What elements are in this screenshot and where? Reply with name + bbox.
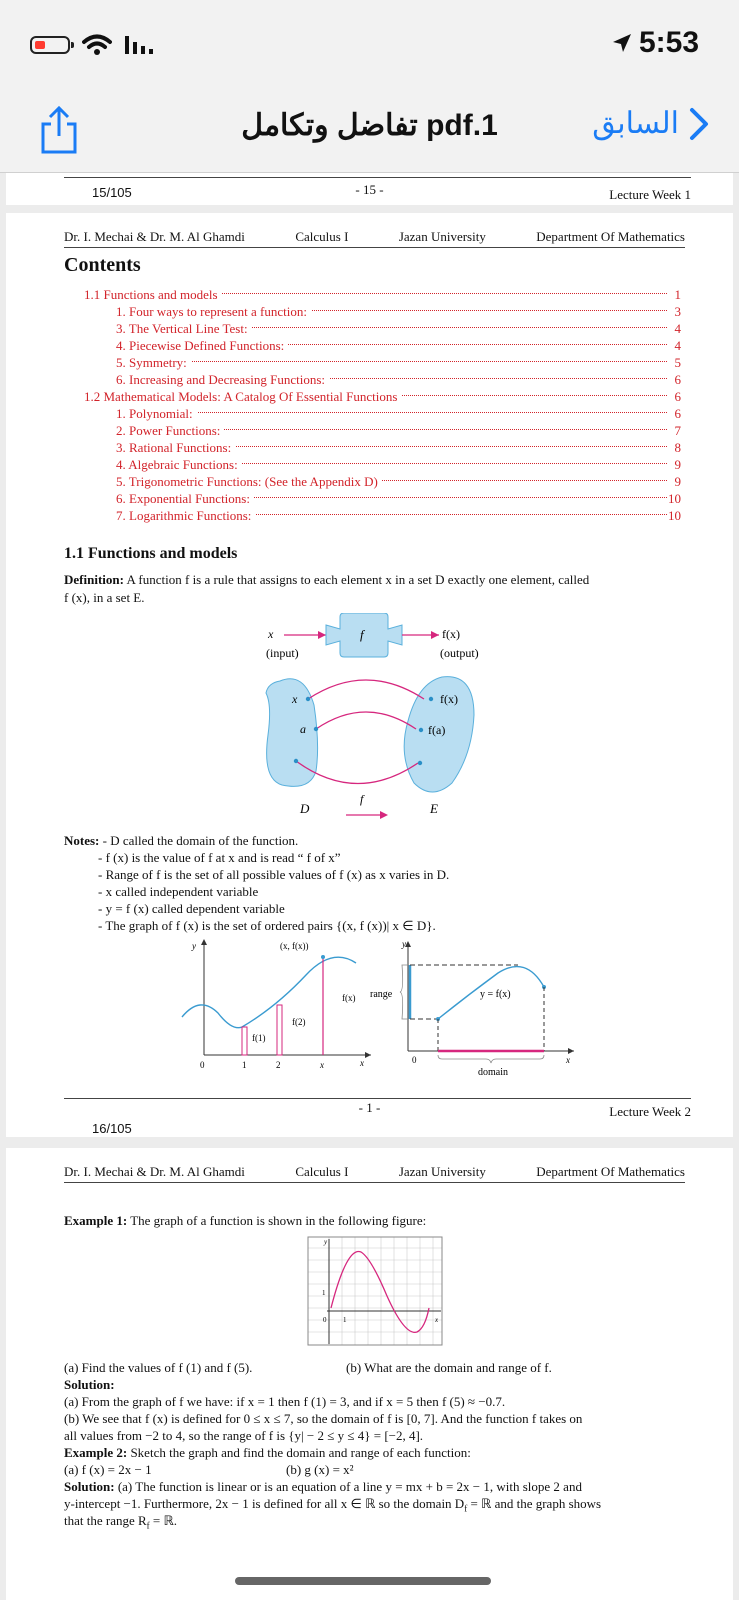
toc-leader-dots xyxy=(122,361,681,362)
example2-intro xyxy=(64,1444,471,1461)
lecture-label: Lecture Week 1 xyxy=(609,187,691,202)
example2-solution-label: Solution: xyxy=(64,1479,115,1494)
toc-entry-page: 4 xyxy=(667,321,681,337)
machine-input-label: (input) xyxy=(266,646,299,660)
back-label: السابق xyxy=(592,107,679,140)
notes-line1 xyxy=(64,832,298,849)
graph1-f1-label: f(1) xyxy=(252,1033,266,1043)
notes-line4: - x called independent variable xyxy=(98,884,259,899)
toc-entry-label: 6. Exponential Functions: xyxy=(116,491,254,507)
function-machine-diagram xyxy=(256,613,496,673)
range-point-fx: f(x) xyxy=(440,692,458,706)
graph1-point-label: (x, f(x)) xyxy=(280,941,309,951)
notes-label: Notes: xyxy=(64,833,100,848)
graph2-y-label: y xyxy=(402,939,406,949)
domain-point-a: a xyxy=(300,722,306,736)
wifi-icon xyxy=(82,34,112,56)
toc-entry-label: 7. Logarithmic Functions: xyxy=(116,508,255,524)
example2-question-b: (b) g (x) = x² xyxy=(286,1462,354,1477)
clock-time: 5:53 xyxy=(638,26,699,59)
toc-entry[interactable] xyxy=(6,321,733,338)
chevron-right-icon xyxy=(689,107,709,141)
example2-solution-text: (a) The function is linear or is an equation of a line y = mx + b = 2x − 1, with slope 2 and xyxy=(117,1479,582,1494)
toc-entry-page: 3 xyxy=(667,304,681,320)
arrow-f-label: f xyxy=(360,792,364,806)
toc-entry[interactable] xyxy=(6,423,733,440)
toc-entry-page: 10 xyxy=(668,508,681,523)
domain-point-x: x xyxy=(292,692,298,706)
example1-intro xyxy=(64,1212,426,1229)
range-point-fa: f(a) xyxy=(428,723,446,737)
header-course: Calculus I xyxy=(295,1164,349,1179)
toc-entry-page: 6 xyxy=(667,406,681,422)
example1-solution-b2: all values from −2 to 4, so the range of f is {y| − 2 ≤ y ≤ 4} = [−2, 4]. xyxy=(64,1428,424,1443)
toc-entry-label: 4. Piecewise Defined Functions: xyxy=(116,338,288,354)
machine-fx-label: f(x) xyxy=(442,627,460,641)
toc-entry[interactable] xyxy=(6,355,733,372)
example1-tick-0: 0 xyxy=(323,1316,327,1324)
example1-label: Example 1: xyxy=(64,1213,128,1228)
lecture-label: Lecture Week 2 xyxy=(609,1104,691,1119)
header-university: Jazan University xyxy=(398,229,486,244)
toc-entry-page: 7 xyxy=(667,423,681,439)
example2-label: Example 2: xyxy=(64,1445,128,1460)
notes-text: - D called the domain of the function. xyxy=(102,833,299,848)
toc-entry[interactable] xyxy=(6,474,733,491)
toc-entry-label: 1.2 Mathematical Models: A Catalog Of Essential Functions xyxy=(84,389,401,405)
toc-entry-page: 8 xyxy=(667,440,681,456)
toc-entry-label: 3. Rational Functions: xyxy=(116,440,235,456)
status-bar xyxy=(0,0,739,90)
example1-tick-y1: 1 xyxy=(322,1289,326,1297)
page-label: - 15 - xyxy=(355,182,384,197)
home-indicator[interactable] xyxy=(235,1577,491,1585)
example1-tick-x1: 1 xyxy=(343,1316,347,1324)
example2-solution-text2: y-intercept −1. Furthermore, 2x − 1 is defined for all x ∈ ℝ so the domain D xyxy=(64,1496,465,1511)
toc-entry-page: 4 xyxy=(667,338,681,354)
definition-text: A function f is a rule that assigns to each element x in a set D exactly one element, called xyxy=(126,572,590,587)
machine-output-label: (output) xyxy=(440,646,479,660)
toc-entry-page: 6 xyxy=(667,372,681,388)
example1-solution-b1: (b) We see that f (x) is defined for 0 ≤ x ≤ 7, so the domain of f is [0, 7]. And the function f takes on xyxy=(64,1411,583,1426)
toc-entry[interactable] xyxy=(6,491,733,508)
page-label: - 1 - xyxy=(358,1100,381,1115)
graph1-fx-label: f(x) xyxy=(342,993,356,1003)
graph1-tick-x: x xyxy=(320,1060,324,1070)
header-authors: Dr. I. Mechai & Dr. M. Al Ghamdi xyxy=(64,229,245,244)
machine-f-label: f xyxy=(360,627,364,642)
pdf-page-2 xyxy=(6,1148,733,1600)
function-graph-diagram xyxy=(176,935,376,1080)
example2-solution-line2: y-intercept −1. Furthermore, 2x − 1 is defined for all x ∈ ℝ so the domain $D_f$ = ℝ and the graph shows xyxy=(64,1496,602,1514)
notes-line5: - y = f (x) called dependent variable xyxy=(98,901,285,916)
example1-solution-label: Solution: xyxy=(64,1377,115,1392)
example1-question-b: (b) What are the domain and range of f. xyxy=(346,1360,552,1375)
toc-entry-page: 5 xyxy=(667,355,681,371)
navigation-bar xyxy=(0,90,739,173)
toc-entry[interactable] xyxy=(6,338,733,355)
set-e-label: E xyxy=(430,801,438,816)
graph1-tick-2: 2 xyxy=(276,1060,281,1070)
toc-entry[interactable] xyxy=(6,406,733,423)
set-d-label: D xyxy=(300,801,310,816)
page-header xyxy=(64,1164,685,1183)
toc-entry[interactable] xyxy=(6,440,733,457)
definition-line2: f (x), in a set E. xyxy=(64,590,145,605)
signal-icon xyxy=(124,34,154,56)
toc-entry-label: 6. Increasing and Decreasing Functions: xyxy=(116,372,329,388)
location-arrow-icon xyxy=(611,32,633,54)
toc-entry[interactable] xyxy=(6,508,733,525)
toc-entry[interactable] xyxy=(6,457,733,474)
header-department: Department Of Mathematics xyxy=(536,1164,685,1179)
example1-question-a: (a) Find the values of f (1) and f (5). xyxy=(64,1360,253,1375)
toc-entry-label: 3. The Vertical Line Test: xyxy=(116,321,252,337)
header-course: Calculus I xyxy=(295,229,349,244)
definition-label: Definition: xyxy=(64,572,124,587)
toc-entry-label: 1.1 Functions and models xyxy=(84,287,222,303)
example1-x-label: x xyxy=(435,1316,439,1324)
battery-icon xyxy=(30,36,70,54)
notes-line6: - The graph of f (x) is the set of ordered pairs {(x, f (x))| x ∈ D}. xyxy=(98,918,436,933)
toc-entry[interactable] xyxy=(6,389,733,406)
example2-text: Sketch the graph and find the domain and range of each function: xyxy=(130,1445,471,1460)
toc-entry-page: 9 xyxy=(667,457,681,473)
notes-line2: - f (x) is the value of f at x and is read “ f of x” xyxy=(98,850,341,865)
header-university: Jazan University xyxy=(398,1164,486,1179)
toc-entry-page: 9 xyxy=(667,474,681,490)
document-title: تفاضل وتكامل pdf.1 xyxy=(241,109,498,142)
example1-solution-a: (a) From the graph of f we have: if x = 1 then f (1) = 3, and if x = 5 then f (5) ≈ −0.7. xyxy=(64,1394,506,1409)
page-header xyxy=(64,229,685,248)
example2-solution-line3: that the range $R_f$ = ℝ. xyxy=(64,1513,178,1531)
example1-graph xyxy=(307,1236,443,1346)
example1-y-label: y xyxy=(324,1238,328,1246)
toc-entry-label: 5. Trigonometric Functions: (See the Appendix D) xyxy=(116,474,382,490)
toc-entry-page: 10 xyxy=(668,491,681,506)
page-counter: 15/105 xyxy=(92,185,132,200)
toc-leader-dots xyxy=(122,412,681,413)
contents-title: Contents xyxy=(64,254,141,276)
example2-solution-text3: that the range R xyxy=(64,1513,147,1528)
graph1-tick-1: 1 xyxy=(242,1060,247,1070)
section-title: 1.1 Functions and models xyxy=(64,545,238,562)
toc-entry-label: 4. Algebraic Functions: xyxy=(116,457,242,473)
graph2-tick-0: 0 xyxy=(412,1055,417,1065)
graph1-f2-label: f(2) xyxy=(292,1017,306,1027)
graph1-tick-0: 0 xyxy=(200,1060,205,1070)
graph2-domain-label: domain xyxy=(478,1067,508,1078)
toc-entry[interactable] xyxy=(6,372,733,389)
header-authors: Dr. I. Mechai & Dr. M. Al Ghamdi xyxy=(64,1164,245,1179)
pdf-page-1 xyxy=(6,213,733,1137)
toc-entry-page: 6 xyxy=(667,389,681,405)
table-of-contents xyxy=(6,287,733,527)
graph2-x-label: x xyxy=(566,1055,570,1065)
graph2-range-label: range xyxy=(370,989,393,1000)
example1-text: The graph of a function is shown in the following figure: xyxy=(130,1213,427,1228)
arrow-diagram xyxy=(256,675,496,825)
header-department: Department Of Mathematics xyxy=(536,229,685,244)
toc-entry[interactable] xyxy=(6,287,733,304)
graph2-curve-label: y = f(x) xyxy=(480,989,511,1000)
machine-x-label: x xyxy=(268,627,274,641)
toc-entry-label: 5. Symmetry: xyxy=(116,355,191,371)
domain-range-diagram xyxy=(368,935,588,1080)
notes-line3: - Range of f is the set of all possible values of f (x) as x varies in D. xyxy=(98,867,450,882)
example2-solution-line1 xyxy=(64,1478,582,1495)
toc-entry-label: 2. Power Functions: xyxy=(116,423,224,439)
back-button[interactable] xyxy=(592,106,709,141)
example2-question-a: (a) f (x) = 2x − 1 xyxy=(64,1462,152,1477)
toc-entry-label: 1. Four ways to represent a function: xyxy=(116,304,311,320)
page-counter: 16/105 xyxy=(92,1121,132,1136)
toc-entry-label: 1. Polynomial: xyxy=(116,406,197,422)
definition-line1 xyxy=(64,571,589,588)
toc-entry[interactable] xyxy=(6,304,733,321)
graph1-y-label: y xyxy=(192,941,196,951)
graph1-x-label: x xyxy=(360,1058,364,1068)
toc-entry-page: 1 xyxy=(667,287,681,303)
